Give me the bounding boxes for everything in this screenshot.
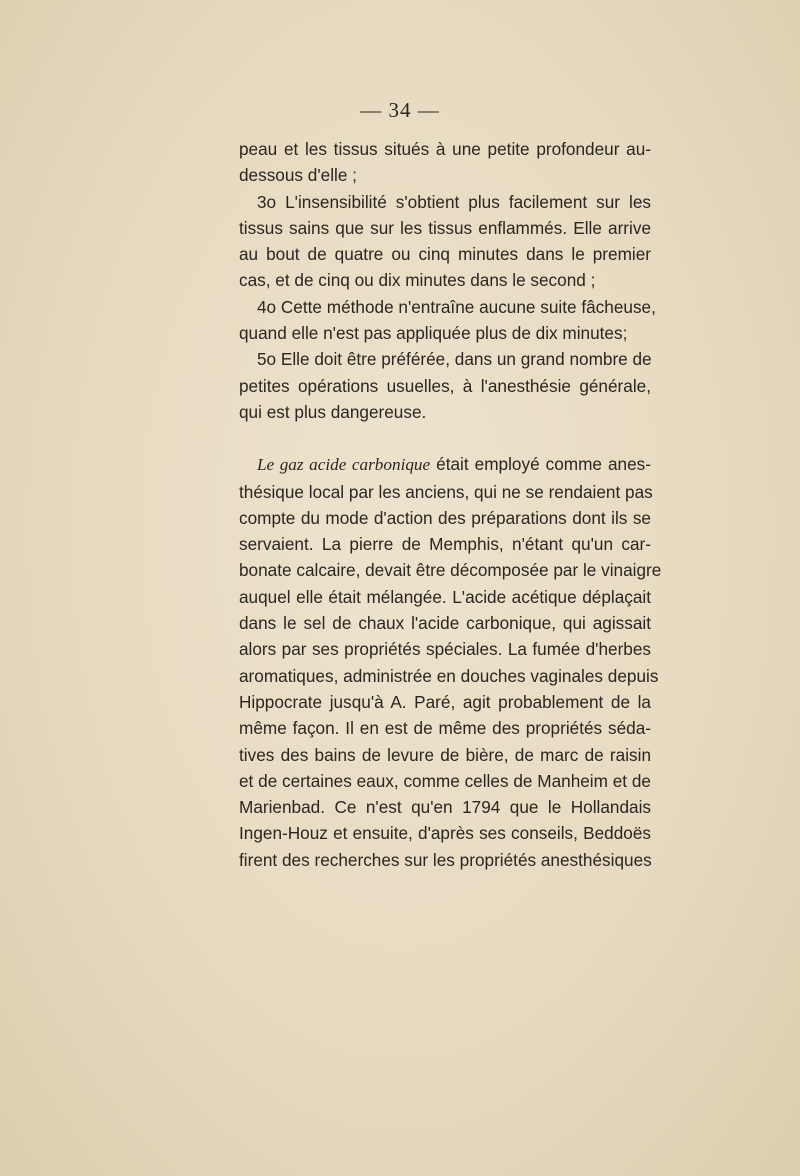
text-line: 5o Elle doit être préférée, dans un grand nombre de	[257, 349, 652, 370]
page-number: — 34 —	[360, 98, 440, 122]
text-line: peau et les tissus situés à une petite profondeur au-	[239, 139, 651, 159]
body-text	[239, 136, 662, 873]
text-line: compte du mode d'action des préparations dont ils se	[239, 507, 651, 528]
text-line: petites opérations usuelles, à l'anesthésie générale,	[239, 375, 651, 396]
paragraph-list	[239, 136, 656, 425]
text-line: 3o L'insensibilité s'obtient plus facilement sur les	[257, 191, 651, 212]
paragraph-carbonic-acid	[239, 451, 662, 873]
text-line: alors par ses propriétés spéciales. La fumée d'herbes	[239, 639, 651, 660]
text-line: au bout de quatre ou cinq minutes dans le premier	[239, 244, 651, 265]
text-line: Hippocrate jusqu'à A. Paré, agit probablement de la	[239, 691, 651, 712]
paragraph-gap	[239, 425, 651, 451]
text-line: 4o Cette méthode n'entraîne aucune suite fâcheuse,	[257, 296, 656, 317]
text-line: bonate calcaire, devait être décomposée par le vinaigre	[239, 560, 662, 581]
text-line: quand elle n'est pas appliquée plus de dix minutes;	[239, 323, 628, 344]
text-line: dessous d'elle ;	[239, 165, 357, 186]
text-line: tives des bains de levure de bière, de marc de raisin	[239, 744, 651, 765]
text-line: auquel elle était mélangée. L'acide acétique déplaçait	[239, 586, 651, 607]
first-line-rest: était employé comme anes-	[430, 454, 651, 475]
text-line: dans le sel de chaux l'acide carbonique, qui agissait	[239, 613, 651, 634]
text-line: tissus sains que sur les tissus enflammés. Elle arrive	[239, 217, 651, 238]
text-line: qui est plus dangereuse.	[239, 401, 427, 422]
text-line: firent des recherches sur les propriétés anesthésiques	[239, 849, 652, 870]
text-line: Ingen-Houz et ensuite, d'après ses conseils, Beddoës	[239, 823, 651, 844]
text-line: aromatiques, administrée en douches vaginales depuis	[239, 665, 659, 686]
text-line: Marienbad. Ce n'est qu'en 1794 que le Hollandais	[239, 797, 651, 818]
text-line: servaient. La pierre de Memphis, n'étant qu'un car-	[239, 534, 651, 555]
text-line: thésique local par les anciens, qui ne se rendaient pas	[239, 481, 653, 502]
text-line: même façon. Il en est de même des propriétés séda-	[239, 718, 651, 739]
text-line: et de certaines eaux, comme celles de Manheim et de	[239, 770, 651, 791]
italic-lead: Le gaz acide carbonique	[257, 455, 431, 475]
text-line	[239, 451, 651, 478]
text-line: cas, et de cinq ou dix minutes dans le second ;	[239, 270, 596, 291]
